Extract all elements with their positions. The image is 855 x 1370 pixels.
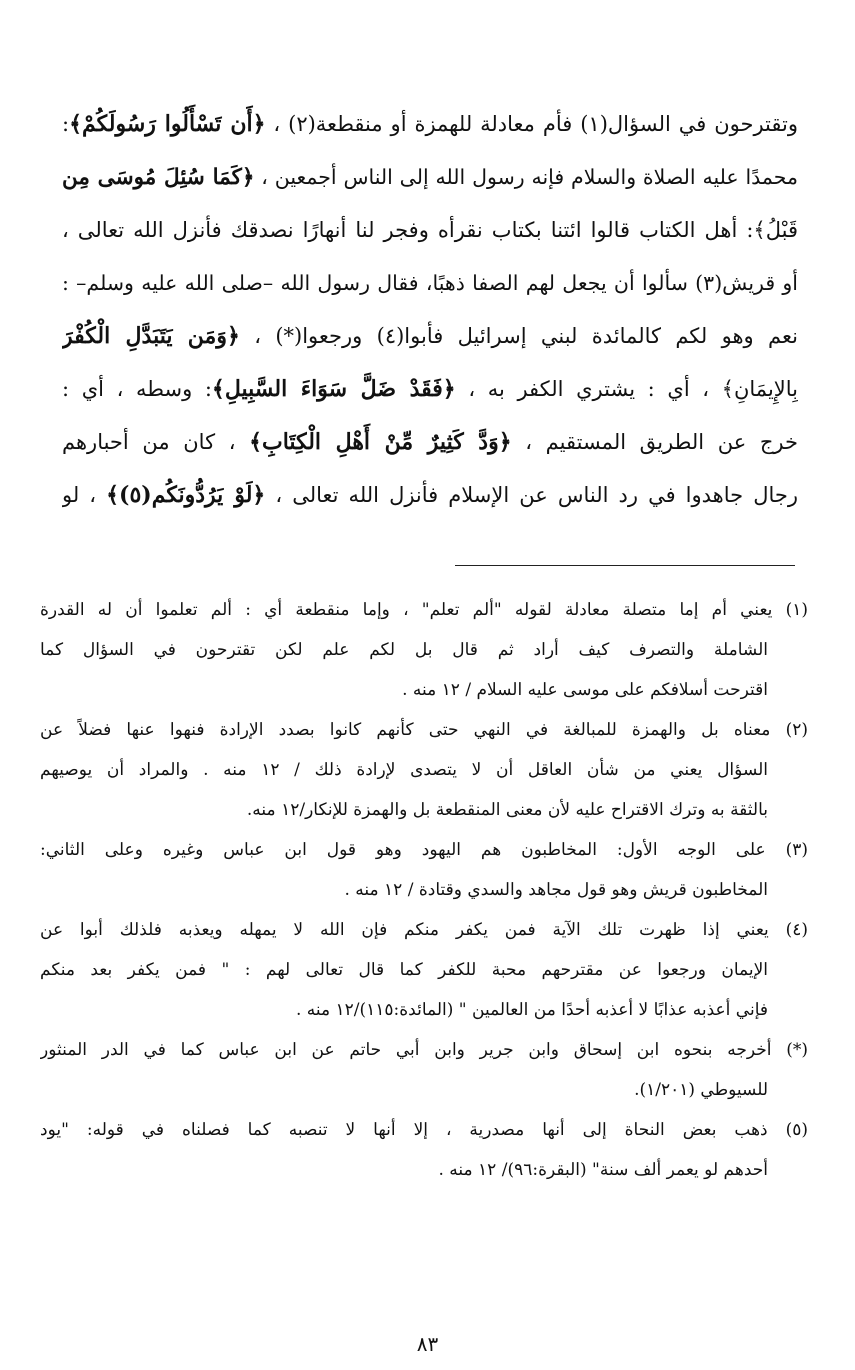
footnote-4 xyxy=(40,910,808,1030)
quran-quote: ﴿كَمَا سُئِلَ مُوسَى مِن xyxy=(62,165,255,190)
main-line xyxy=(62,98,798,151)
quran-quote: ﴿لَوْ يَرُدُّونَكُم(٥)﴾ xyxy=(106,482,266,508)
quran-quote: ﴿وَدَّ كَثِيرٌ مِّنْ أَهْلِ الْكِتَابِ﴾ xyxy=(249,429,512,455)
main-line xyxy=(62,151,798,204)
footnote-line: اقترحت أسلافكم على موسى عليه السلام / ١٢ منه . xyxy=(402,680,768,700)
commentary-text: : وسطه ، أي : xyxy=(62,377,212,401)
footnote-5 xyxy=(40,1110,808,1190)
commentary-text: وتقترحون في السؤال(١) فأم معادلة للهمزة أو منقطعة(٢) ، xyxy=(265,112,798,136)
footnote-line: الشاملة والتصرف كيف أراد ثم قال بل لكم علم لكن تقترحون في السؤال كما xyxy=(40,640,768,660)
main-line-text xyxy=(62,165,798,189)
footnote-line: (٥) ذهب بعض النحاة إلى أنها مصدرية ، إلا أنها لا تنصبه كما فصلناه في قوله: "يود xyxy=(40,1120,808,1140)
main-line xyxy=(62,310,798,363)
footnote-star xyxy=(40,1030,808,1110)
main-text xyxy=(62,98,798,522)
main-line xyxy=(62,416,798,469)
commentary-text: ، كان من أحبارهم xyxy=(62,430,250,454)
footnote-line: فإني أعذبه عذابًا لا أعذبه أحدًا من العالمين " (المائدة:١١٥)/١٢ منه . xyxy=(295,1000,768,1020)
quran-quote: ﴿فَقَدْ ضَلَّ سَوَاءَ السَّبِيلِ﴾ xyxy=(211,376,456,402)
footnote-line: الإيمان ورجعوا عن مقترحهم محبة للكفر كما قال تعالى لهم : " فمن يكفر بعد منكم xyxy=(40,960,768,980)
footnote-line: المخاطبون قريش وهو قول مجاهد والسدي وقتادة / ١٢ منه . xyxy=(344,880,768,900)
commentary-text: خرج عن الطريق المستقيم ، xyxy=(511,430,798,454)
footnote-line: السؤال يعني من شأن العاقل أن لا يتصدى لإرادة ذلك / ١٢ منه . والمراد أن يوصيهم xyxy=(40,760,769,780)
footnote-line: للسيوطي (١/٢٠١). xyxy=(634,1080,768,1100)
commentary-text: رجال جاهدوا في رد الناس عن الإسلام فأنزل الله تعالى ، xyxy=(265,483,798,507)
main-line xyxy=(62,469,798,522)
main-line-text xyxy=(62,483,798,507)
main-line xyxy=(62,363,798,416)
main-line-text xyxy=(62,377,798,401)
commentary-text: : xyxy=(62,112,70,136)
main-line xyxy=(62,257,798,310)
footnote-line: أحدهم لو يعمر ألف سنة" (البقرة:٩٦)/ ١٢ منه . xyxy=(438,1160,768,1180)
main-line-text xyxy=(62,324,798,348)
main-line-text xyxy=(62,430,798,454)
quran-quote: ﴿وَمَن يَتَبَدَّلِ الْكُفْرَ xyxy=(62,323,240,349)
commentary-text: قَبْلُ﴾: أهل الكتاب قالوا ائتنا بكتاب نقرأه وفجر لنا أنهارًا نصدقك فأنزل الله تعالى ، xyxy=(62,218,798,242)
commentary-text: بِالإِيمَانِ﴾ ، أي : يشتري الكفر به ، xyxy=(455,377,798,401)
footnote-2 xyxy=(40,710,808,830)
footnote-divider xyxy=(455,565,795,566)
footnote-line: بالثقة به وترك الاقتراح عليه لأن معنى المنقطعة بل والهمزة للإنكار/١٢ منه. xyxy=(246,800,768,820)
footnote-line: (٤) يعني إذا ظهرت تلك الآية فمن يكفر منكم فإن الله لا يمهله ويعذبه فلذلك أبوا عن xyxy=(40,920,808,940)
footnote-line: (٢) معناه بل والهمزة للمبالغة في النهي حتى كأنهم كانوا بصدد الإرادة فنهوا عنها فضلاً عن xyxy=(40,720,808,740)
footnote-line: (٣) على الوجه الأول: المخاطبون هم اليهود وهو قول ابن عباس وغيره وعلى الثاني: xyxy=(40,840,808,860)
quran-quote: ﴿أَن تَسْأَلُوا رَسُولَكُمْ﴾ xyxy=(69,111,266,137)
main-line-text xyxy=(62,218,798,242)
main-line-text xyxy=(62,112,798,136)
footnote-1 xyxy=(40,590,808,710)
footnotes xyxy=(40,590,808,1190)
footnote-line: (١) يعني أم إما متصلة معادلة لقوله "ألم تعلم" ، وإما منقطعة أي : ألم تعلموا أن له القدرة xyxy=(40,600,808,620)
footnote-line: (*) أخرجه بنحوه ابن إسحاق وابن جرير وابن أبي حاتم عن ابن عباس كما في الدر المنثور xyxy=(40,1040,808,1060)
commentary-text: محمدًا عليه الصلاة والسلام فإنه رسول الله إلى الناس أجمعين ، xyxy=(254,165,798,189)
footnote-3 xyxy=(40,830,808,910)
page-number: ٨٣ xyxy=(416,1332,439,1356)
commentary-text: ، لو xyxy=(62,483,107,507)
main-line-text xyxy=(62,271,798,295)
commentary-text: نعم وهو لكم كالمائدة لبني إسرائيل فأبوا(٤) ورجعوا(*) ، xyxy=(239,324,798,348)
main-line xyxy=(62,204,798,257)
commentary-text: أو قريش(٣) سألوا أن يجعل لهم الصفا ذهبًا، فقال رسول الله –صلى الله عليه وسلم– : xyxy=(62,271,798,295)
